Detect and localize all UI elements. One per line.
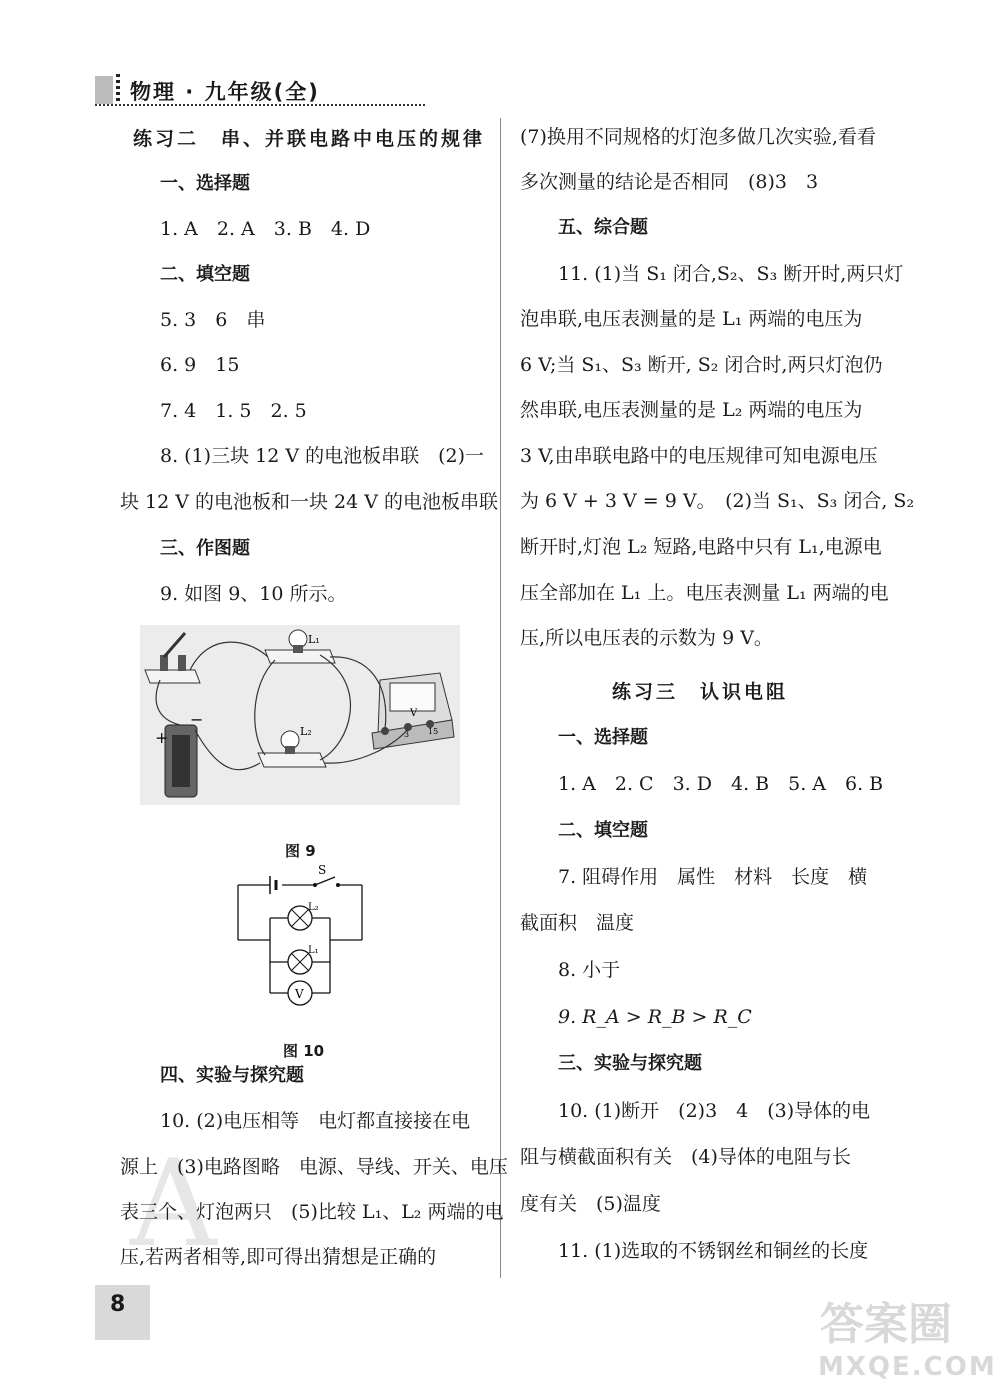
answer-line: 块 12 V 的电池板和一块 24 V 的电池板串联 — [120, 491, 499, 513]
header-rule — [95, 104, 425, 106]
heading-drawing: 三、作图题 — [160, 538, 250, 559]
battery-icon — [165, 725, 197, 797]
answer-line: 泡串联,电压表测量的是 L₁ 两端的电压为 — [520, 308, 863, 330]
fig10-label-s: S — [318, 863, 327, 877]
answer-line: (7)换用不同规格的灯泡多做几次实验,看看 — [520, 126, 876, 148]
answer-line: 11. (1)选取的不锈钢丝和铜丝的长度 — [558, 1240, 869, 1262]
fig9-minus: − — [190, 710, 204, 729]
watermark-logo: 答案圈 — [820, 1299, 952, 1350]
answer-line: 截面积 温度 — [520, 912, 635, 934]
answer-line: 1. A 2. A 3. B 4. D — [160, 218, 371, 240]
heading-multiple-choice: 一、选择题 — [160, 173, 250, 194]
page-number: 8 — [110, 1292, 126, 1317]
answer-line: 表三个、灯泡两只 (5)比较 L₁、L₂ 两端的电 — [120, 1201, 504, 1223]
answer-line: 压,若两者相等,即可得出猜想是正确的 — [120, 1246, 437, 1268]
answer-line: 断开时,灯泡 L₂ 短路,电路中只有 L₁,电源电 — [520, 536, 882, 558]
answer-line: 压,所以电压表的示数为 9 V。 — [520, 627, 773, 649]
answer-line: 7. 阻碍作用 属性 材料 长度 横 — [558, 866, 868, 888]
answer-line: 5. 3 6 串 — [160, 309, 266, 331]
page-header-title: 物理 · 九年级(全) — [130, 80, 320, 104]
fig9-label-l1: L₁ — [308, 633, 320, 646]
answer-line: 为 6 V + 3 V = 9 V。 (2)当 S₁、S₃ 闭合, S₂ — [520, 490, 915, 512]
fig9-label-l2: L₂ — [300, 725, 312, 738]
answer-line: 10. (1)断开 (2)3 4 (3)导体的电 — [558, 1100, 871, 1122]
answer-line: 3 V,由串联电路中的电压规律可知电源电压 — [520, 445, 878, 467]
header-dots — [116, 74, 120, 104]
heading-comprehensive: 五、综合题 — [558, 217, 648, 238]
answer-line: 阻与横截面积有关 (4)导体的电阻与长 — [520, 1146, 851, 1168]
answer-line: 压全部加在 L₁ 上。电压表测量 L₁ 两端的电 — [520, 582, 889, 604]
figure-10-circuit-schematic — [230, 860, 370, 1010]
answer-line: 10. (2)电压相等 电灯都直接接在电 — [160, 1110, 471, 1132]
answer-line: 11. (1)当 S₁ 闭合,S₂、S₃ 断开时,两只灯 — [558, 263, 904, 285]
fig10-label-l2: L₂ — [308, 902, 319, 913]
section-title-exercise-2: 练习二 串、并联电路中电压的规律 — [133, 128, 486, 150]
fig9-voltmeter-v: V — [410, 708, 418, 719]
answer-line: 6 V;当 S₁、S₃ 断开, S₂ 闭合时,两只灯泡仍 — [520, 354, 883, 376]
header-bar — [95, 76, 113, 104]
answer-line: 8. (1)三块 12 V 的电池板串联 (2)一 — [160, 445, 485, 467]
background-letter-decoration: A — [130, 1135, 217, 1274]
figure-9-caption: 图 9 — [285, 842, 316, 860]
fig9-term-3: 3 — [404, 730, 410, 739]
heading-multiple-choice: 一、选择题 — [558, 727, 648, 748]
answer-line: 6. 9 15 — [160, 354, 240, 376]
heading-fill-in: 二、填空题 — [558, 820, 648, 841]
answer-line: 度有关 (5)温度 — [520, 1193, 661, 1215]
fig9-plus: + — [155, 728, 169, 747]
answer-line: 8. 小于 — [558, 959, 621, 981]
figure-10-caption: 图 10 — [283, 1042, 325, 1060]
fig9-term-15: 15 — [428, 727, 439, 736]
column-divider — [500, 118, 501, 1278]
answer-line-resistance-order: 9. R_A > R_B > R_C — [558, 1006, 752, 1028]
heading-experiment: 三、实验与探究题 — [558, 1053, 702, 1074]
heading-fill-in: 二、填空题 — [160, 264, 250, 285]
answer-line: 源上 (3)电路图略 电源、导线、开关、电压 — [120, 1156, 508, 1178]
heading-experiment: 四、实验与探究题 — [160, 1065, 304, 1086]
fig10-label-l1: L₁ — [308, 945, 319, 956]
answer-line: 多次测量的结论是否相同 (8)3 3 — [520, 171, 819, 193]
fig10-label-v: V — [295, 987, 304, 1001]
answer-line: 1. A 2. C 3. D 4. B 5. A 6. B — [558, 773, 884, 795]
answer-line: 7. 4 1. 5 2. 5 — [160, 400, 307, 422]
answer-line: 然串联,电压表测量的是 L₂ 两端的电压为 — [520, 399, 863, 421]
figure-9-circuit-illustration — [140, 625, 460, 805]
section-title-exercise-3: 练习三 认识电阻 — [612, 681, 789, 703]
watermark-url: MXQE.COM — [818, 1352, 997, 1382]
answer-line: 9. 如图 9、10 所示。 — [160, 583, 347, 605]
